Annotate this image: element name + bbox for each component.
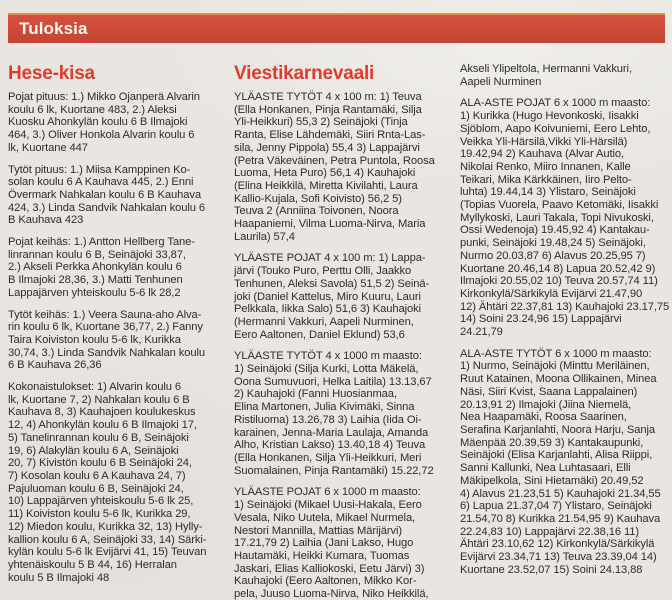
result-line: Tytöt pituus: 1.) Miisa Kamppinen Ko- xyxy=(8,163,191,176)
result-line: 14) Soini 23.24,96 15) Lappajärvi xyxy=(460,313,622,326)
result-paragraph xyxy=(234,350,446,477)
result-line: Kuortane 20.46,14 8) Lapua 20.52,42 9) xyxy=(460,262,656,275)
result-line: 21.54,70 8) Kurikka 21.54,95 9) Kauhava xyxy=(460,512,661,525)
result-line: Evijärvi 23.34,71 13) Teuva 23.39,04 14) xyxy=(460,551,657,564)
result-line: Ruut Katainen, Moona Ollikainen, Minea xyxy=(460,373,657,386)
result-paragraph xyxy=(234,91,446,243)
result-line: Pojat pituus: 1.) Mikko Ojanperä Alvarin xyxy=(8,91,200,103)
result-line: Teikari, Mika Kärkkäinen, Iiro Pelto- xyxy=(460,173,632,186)
result-line: luhta) 19.44,14 3) Ylistaro, Seinäjoki xyxy=(460,186,636,199)
result-line: Suomalainen, Pinja Rantamäki) 15.22,72 xyxy=(234,464,434,477)
result-line: koulu 5 B Ilmajoki 48 xyxy=(8,571,110,584)
result-line: joki (Daniel Kattelus, Miro Kuuru, Lauri xyxy=(234,290,421,303)
result-line: 6) Lapua 21.37,04 7) Ylistaro, Seinäjoki xyxy=(460,500,652,513)
result-line: 6 B Kauhava 26,36 xyxy=(8,359,102,372)
result-line: Pojat keihäs: 1.) Antton Hellberg Tane- xyxy=(8,236,195,249)
result-line: Yli-Heikkuri) 55,3 2) Seinäjoki (Tinja xyxy=(234,116,408,129)
result-line: 5) Tanelinrannan koulu 6 B, Seinäjoki xyxy=(8,431,189,444)
result-line: 7) Kosolan koulu 6 A Kauhava 24, 7) xyxy=(8,469,186,482)
result-line: Mäenpää 20.39,59 3) Kantakaupunki, xyxy=(460,436,644,449)
result-line: 1) Seinäjoki (Mikael Uusi-Hakala, Eero xyxy=(234,499,422,512)
result-line: Pelkkala, Iikka Salo) 51,6 3) Kauhajoki xyxy=(234,303,422,316)
result-paragraph xyxy=(8,309,220,373)
result-line: punki, Seinäjoki 19.48,24 5) Seinäjoki, xyxy=(460,237,646,250)
result-line: Haapaniemi, Vilma Luoma-Nirva, Maria xyxy=(234,218,426,231)
result-line: kylän koulu 5-6 lk Evijärvi 41, 15) Teuvan xyxy=(8,546,207,559)
result-line: Taira Koiviston koulu 5-6 lk, Kurikka xyxy=(8,333,181,346)
banner-title: Tuloksia xyxy=(19,19,88,38)
result-line: Alho, Kristian Lakso) 13.40,18 4) Teuva xyxy=(234,439,426,452)
result-line: Ranta, Elise Lähdemäki, Siiri Rnta-Las- xyxy=(234,129,426,142)
result-paragraph xyxy=(460,348,672,577)
result-line: ALA-ASTE TYTÖT 6 x 1000 m maasto: xyxy=(460,347,652,360)
result-line: YLÄASTE POJAT 6 x 1000 m maasto: xyxy=(234,486,421,499)
result-line: Kauhajoki (Eero Aaltonen, Mikko Kor- xyxy=(234,575,417,588)
result-line: (Hermanni Vakkuri, Aapeli Nurminen, xyxy=(234,315,414,328)
result-line: 12, 4) Ahonkylän koulu 6 B Ilmajoki 17, xyxy=(8,419,197,432)
result-line: 11) Koiviston koulu 5-6 lk, Kurikka 29, xyxy=(8,508,191,521)
result-line: Akseli Ylipeltola, Hermanni Vakkuri, xyxy=(460,63,632,75)
result-line: 20.13,91 2) Ilmajoki (Jiina Niemelä, xyxy=(460,398,632,411)
result-line: YLÄASTE TYTÖT 4 x 1000 m maasto: xyxy=(234,350,422,363)
result-line: Tenhunen, Aleksi Savola) 51,5 2) Seinä- xyxy=(234,277,430,290)
result-paragraph xyxy=(234,486,446,600)
result-paragraph xyxy=(460,97,672,338)
result-line: 12) Miedon koulu, Kurikka 32, 13) Hylly- xyxy=(8,520,203,533)
result-line: 19, 6) Alakylän koulu 6 A, Seinäjoki xyxy=(8,444,179,457)
results-columns xyxy=(8,63,672,600)
result-line: Elina Martonen, Julia Kivimäki, Sinna xyxy=(234,401,415,414)
result-line: (Ella Honkanen, Silja Yli-Heikkuri, Meri xyxy=(234,451,422,464)
result-paragraph xyxy=(234,252,446,341)
result-line: Seinäjoki (Elisa Karjanlahti, Alisa Riippi, xyxy=(460,449,653,462)
result-line: (Elina Heikkilä, Miretta Kivilahti, Laura xyxy=(234,179,418,192)
result-line: Kuosku Ahonkylän koulu 6 B Ilmajoki xyxy=(8,116,188,129)
result-line: Kuortane 23.52,07 15) Soini 24.13,88 xyxy=(460,563,643,576)
result-line: Myllykoski, Lauri Takala, Topi Nivukoski, xyxy=(460,211,654,224)
section-heading: Viestikarnevaali xyxy=(234,63,375,84)
result-line: Ähtäri 23.10,62 12) Kirkonkylä/Särkikylä xyxy=(460,538,655,551)
result-line: 464, 3.) Oliver Honkola Alvarin koulu 6 xyxy=(8,129,195,142)
result-line: YLÄASTE TYTÖT 4 x 100 m: 1) Teuva xyxy=(234,91,422,103)
result-line: karainen, Jenna-Maria Laulaja, Amanda xyxy=(234,426,429,439)
result-line: Aapeli Nurminen xyxy=(460,75,542,88)
result-line: 1) Seinäjoki (Silja Kurki, Lotta Mäkelä, xyxy=(234,363,419,376)
result-line: 30,74, 3.) Linda Sandvik Nahkalan koulu xyxy=(8,346,205,359)
result-line: Luoma, Heta Puro) 56,1 4) Kauhajoki xyxy=(234,167,416,180)
column-hese-kisa xyxy=(8,63,220,600)
result-paragraph xyxy=(8,164,220,228)
result-line: Nea Haapamäki, Roosa Saarinen, xyxy=(460,411,627,424)
result-line: (Ella Honkanen, Pinja Rantamäki, Silja xyxy=(234,103,422,116)
result-line: B Kauhava 423 xyxy=(8,214,84,227)
result-line: 20, 7) Kivistön koulu 6 B Seinäjoki 24, xyxy=(8,457,192,470)
result-line: pela, Juuso Luoma-Nirva, Niko Heikkilä, xyxy=(234,588,429,600)
result-line: Eero Aaltonen, Daniel Eklund) 53,6 xyxy=(234,328,405,341)
result-line: Ristiluoma) 13.26,78 3) Laihia (Iida Oi- xyxy=(234,413,422,426)
column-viestikarnevaali xyxy=(234,63,446,600)
result-line: Sjöblom, Aapo Koivuniemi, Eero Lehto, xyxy=(460,122,651,135)
result-paragraph xyxy=(8,236,220,300)
result-line: rin koulu 6 lk, Kuortane 36,77, 2.) Fanny xyxy=(8,321,203,334)
result-line: B Ilmajoki 28,36, 3.) Matti Tenhunen xyxy=(8,274,183,287)
result-line: ALA-ASTE POJAT 6 x 1000 m maasto: xyxy=(460,97,651,110)
result-line: Nestori Mannilla, Mattias Märijärvi) xyxy=(234,524,402,537)
result-line: Serafina Karjanlahti, Noora Harju, Sanja xyxy=(460,423,655,436)
result-line: Hautamäki, Heikki Kumara, Tuomas xyxy=(234,549,410,562)
result-line: Oona Sumuvuori, Helka Laitila) 13.13,67 xyxy=(234,375,432,388)
result-line: 4) Alavus 21.23,51 5) Kauhajoki 21.34,55 xyxy=(460,487,661,500)
result-line: Nikolai Renko, Miiro Innanen, Kalle xyxy=(460,160,631,173)
result-line: järvi (Touko Puro, Perttu Olli, Jaakko xyxy=(234,265,412,278)
result-line: Lappajärven yhteiskoulu 5-6 lk 28,2 xyxy=(8,286,181,299)
result-line: 2) Kauhajoki (Fanni Huosianmaa, xyxy=(234,388,397,401)
result-paragraph xyxy=(8,381,220,584)
result-line: solan koulu 6 A Kauhava 445, 2.) Enni xyxy=(8,176,194,189)
result-line: Ossi Wedenoja) 19.45,92 4) Kantakau- xyxy=(460,224,650,237)
result-line: 22.24,83 10) Lappajärvi 22.38,16 11) xyxy=(460,525,640,538)
result-line: koulu 6 lk, Kuortane 483, 2.) Aleksi xyxy=(8,103,177,116)
result-line: 17.21,79 2) Laihia (Jani Lakso, Hugo xyxy=(234,537,414,550)
result-line: 1) Kurikka (Hugo Hevonkoski, Iisakki xyxy=(460,110,639,123)
result-line: YLÄASTE POJAT 4 x 100 m: 1) Lappa- xyxy=(234,252,426,265)
result-line: Tytöt keihäs: 1.) Veera Sauna-aho Alva- xyxy=(8,308,202,321)
result-line: 2.) Akseli Perkka Ahonkylän koulu 6 xyxy=(8,261,182,274)
result-line: linrannan koulu 6 B, Seinäjoki 33,87, xyxy=(8,248,186,261)
result-line: (Petra Väkeväinen, Petra Puntola, Roosa xyxy=(234,154,435,167)
result-line: Laurila) 57,4 xyxy=(234,230,295,243)
result-line: Övermark Nahkalan koulu 6 B Kauhava xyxy=(8,188,202,201)
result-line: Teuva 2 (Anniina Toivonen, Noora xyxy=(234,205,399,218)
result-line: 1) Nurmo, Seinäjoki (Minttu Meriläinen, xyxy=(460,360,650,373)
result-paragraph xyxy=(8,91,220,155)
result-line: sila, Jenny Pippola) 55,4 3) Lappajärvi xyxy=(234,141,420,154)
result-paragraph xyxy=(460,63,672,88)
result-line: Pajuluoman koulu 6 B, Seinäjoki 24, xyxy=(8,482,184,495)
result-line: yhtenäiskoulu 5 B 44, 16) Herralan xyxy=(8,558,177,571)
result-line: 24.21,79 xyxy=(460,326,503,339)
result-line: 19.42,94 2) Kauhava (Alvar Autio, xyxy=(460,148,624,161)
section-heading: Hese-kisa xyxy=(8,63,95,84)
result-line: Kirkonkylä/Särkikylä Evijärvi 21.47,90 xyxy=(460,287,643,300)
result-line: Veikka Yli-Härsilä,Vikki Yli-Härsilä) xyxy=(460,135,628,148)
result-line: lk, Kuortane 7, 2) Nahkalan koulu 6 B xyxy=(8,393,190,406)
result-line: Jaskari, Elias Kalliokoski, Eetu Järvi) 3) xyxy=(234,562,425,575)
result-line: Vesala, Niko Uutela, Mikael Nurmela, xyxy=(234,511,416,524)
result-line: Kallio-Kujala, Sofi Koivisto) 56,2 5) xyxy=(234,192,402,205)
result-line: Mäkipelkola, Sini Hietamäki) 20.49,52 xyxy=(460,474,644,487)
result-line: Kauhava 8, 3) Kauhajoen koulukeskus xyxy=(8,406,196,419)
result-line: lk, Kuortane 447 xyxy=(8,141,88,154)
result-line: 10) Lappajärven yhteiskoulu 5-6 lk 25, xyxy=(8,495,194,508)
result-line: (Topias Vuorela, Paavo Ketomäki, Iisakki xyxy=(460,199,659,212)
result-line: 424, 3.) Linda Sandvik Nahkalan koulu 6 xyxy=(8,201,205,214)
result-line: Näsi, Siiri Kvist, Saana Lappalainen) xyxy=(460,385,638,398)
result-line: Nurmo 20.03,87 6) Alavus 20.25,95 7) xyxy=(460,249,646,262)
result-line: 12) Ähtäri 22.37,81 13) Kauhajoki 23.17,75 xyxy=(460,300,670,313)
results-banner xyxy=(8,13,665,43)
result-line: Sanni Kallunki, Nea Luhtasaari, Elli xyxy=(460,462,631,475)
result-line: Ilmajoki 20.55,02 10) Teuva 20.57,74 11) xyxy=(460,275,658,288)
column-viestikarnevaali-continued xyxy=(460,63,672,600)
result-line: kallion koulu 6 A, Seinäjoki 33, 14) Särki- xyxy=(8,533,207,546)
result-line: Kokonaistulokset: 1) Alvarin koulu 6 xyxy=(8,381,182,394)
